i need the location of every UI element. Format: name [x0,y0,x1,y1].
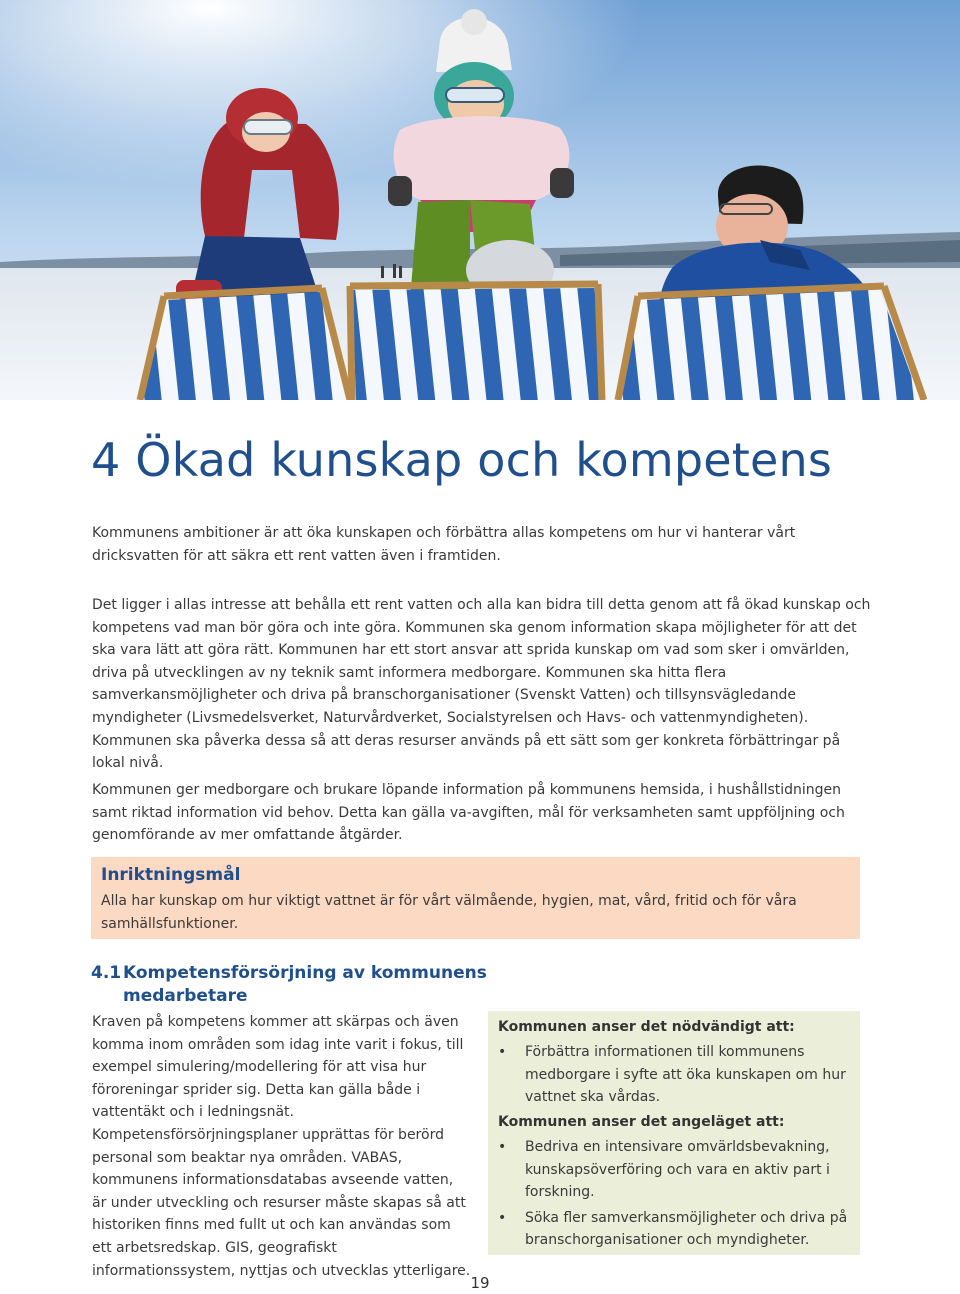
inriktningsmal-text: Alla har kunskap om hur viktigt vattnet är för vårt välmående, hygien, mat, vård, fritid och för våra samhällsfunktioner. [101,893,797,932]
section-title-line-2: medarbetare [123,986,248,1006]
bullet-icon: • [498,1044,507,1060]
intro-paragraph-2: Det ligger i allas intresse att behålla ett rent vatten och alla kan bidra till detta genom att få ökad kunskap och kompetens vad man bör göra och inte göra. Kommunen ska genom information skapa möjligheter för att det ska vara lätt att göra rätt. Kommunen har ett stort ansvar att sprida kunskap om vad som sker i omvärlden, driva på utvecklingen av ny teknik samt informera medborgare. Kommunen ska hitta flera samverkansmöjligheter och driva på branschorganisationer (Svenskt Vatten) och tillsynsvägledande myndigheter (Livsmedelsverket, Naturvårdverket, Socialstyrelsen och Havs- och vattenmyndigheten). Kommunen ska påverka dessa så att deras resurser används på ett sätt som ger konkreta förbättringar på lokal nivå. [92,597,871,772]
intro-paragraph-1: Kommunens ambitioner är att öka kunskapen och förbättra allas kompetens om hur vi hanterar vårt dricksvatten för att säkra ett rent vatten även i framtiden. [92,525,796,564]
chapter-title: 4 Ökad kunskap och kompetens [91,433,832,487]
list-item-text: Bedriva en intensivare omvärldsbevakning, kunskapsöverföring och vara en aktiv part i forskning. [525,1139,830,1201]
list-item [498,1136,853,1204]
inriktningsmal-title: Inriktningsmål [101,865,241,885]
necessary-heading: Kommunen anser det nödvändigt att: [498,1019,795,1035]
winter-family-photo [0,0,960,400]
page-number: 19 [470,1274,490,1292]
section-heading-4-1 [91,962,491,1008]
urgent-heading: Kommunen anser det angeläget att: [498,1114,785,1130]
inriktningsmal-box [91,857,860,939]
bullet-icon: • [498,1209,507,1226]
list-item [498,1207,853,1252]
list-item [498,1041,853,1109]
intro-paragraph-3: Kommunen ger medborgare och brukare löpande information på kommunens hemsida, i hushållstidningen samt riktad information vid behov. Detta kan gälla va-avgiften, mål för verksamheten samt uppföljning och genomförande av mer omfattande åtgärder. [92,782,845,844]
necessary-list [498,1041,853,1112]
cover-photo [0,0,960,400]
priorities-box [488,1011,860,1255]
urgent-list [498,1136,853,1255]
bullet-icon: • [498,1139,507,1155]
section-number: 4.1 [91,963,122,983]
list-item-text: Söka fler samverkansmöjligheter och driva på branschorganisationer och myndigheter. [525,1209,848,1249]
section-body: Kraven på kompetens kommer att skärpas och även komma inom områden som idag inte varit i fokus, till exempel simulering/modellering för att visa hur föroreningar sprider sig. Detta kan gälla både i vattentäkt och i ledningsnät. Kompetensförsörjningsplaner upprättas för berörd personal som beaktar nya områden. VABAS, kommunens informationsdatabas avseende vatten, är under utveckling och resurser måste skapas så att historiken finns med fullt ut och kan användas som ett arbetsredskap. GIS, geografiskt informationssystem, nyttjas och utvecklas ytterligare. [92,1014,471,1279]
section-title-line-1: Kompetensförsörjning av kommunens [123,963,487,983]
list-item-text: Förbättra informationen till kommunens medborgare i syfte att öka kunskapen om hur vattnet ska vårdas. [525,1044,846,1106]
